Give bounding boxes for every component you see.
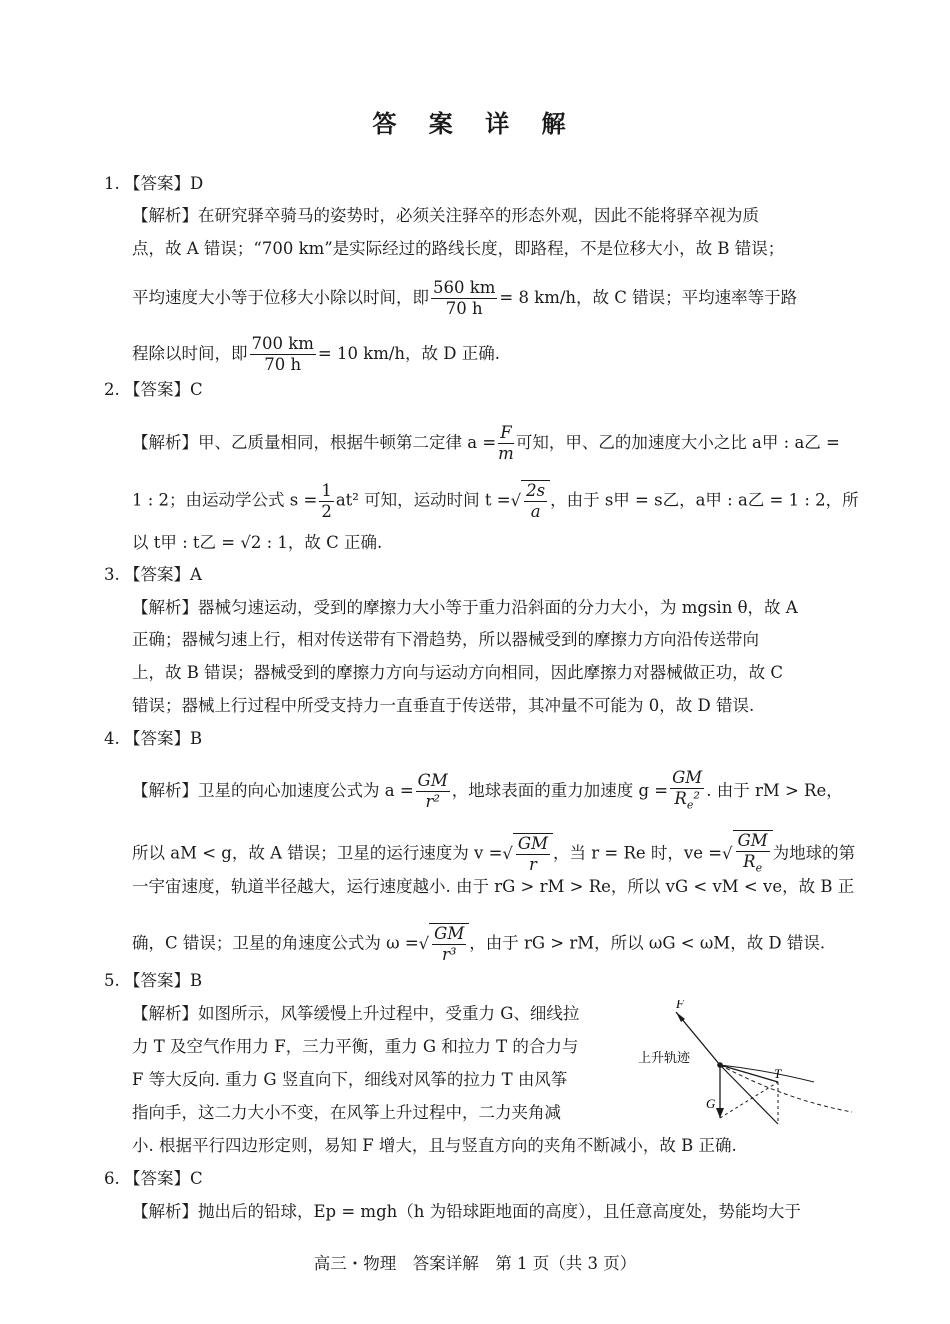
question-1-answer: 【答案】D: [124, 174, 204, 193]
text-segment: . 由于 rM > Re，: [706, 781, 843, 801]
sqrt-2s-over-a: √ $\frac{2s}{a}$: [511, 480, 550, 522]
text-segment: 1 : 2；由运动学公式 s =: [132, 490, 318, 510]
fraction-denominator: 70 h: [445, 299, 483, 318]
text-segment: 【解析】卫星的向心加速度公式为 a =: [132, 781, 414, 801]
question-4-explanation-line: 一宇宙速度，轨道半径越大，运行速度越小. 由于 rG > rM > Re，所以 vG < vM < ve，故 B 正: [132, 877, 855, 896]
question-2-explanation-line: [132, 423, 840, 464]
question-5-explanation-line: F 等大反向. 重力 G 竖直向下，细线对风筝的拉力 T 由风筝: [132, 1070, 568, 1089]
kite-force-diagram: [636, 1000, 856, 1129]
text-segment: ，由于 s甲 = s乙，a甲 : a乙 = 1 : 2，所: [550, 490, 859, 510]
text-segment: = 8 km/h，故 C 错误；平均速率等于路: [499, 288, 798, 307]
question-4-number: 4.: [104, 729, 120, 748]
track-dashed-curve: [720, 1065, 852, 1112]
question-1-explanation-line: [132, 278, 797, 319]
text-segment: at² 可知，运动时间 t =: [335, 490, 511, 510]
text-segment: 为地球的第: [772, 843, 856, 863]
question-5-number: 5.: [104, 971, 120, 990]
question-3-number: 3.: [104, 565, 120, 584]
text-segment: = 10 km/h，故 D 正确.: [317, 344, 500, 363]
text-segment: ，地球表面的重力加速度 g =: [451, 781, 669, 801]
question-3-explanation-line: 错误；器械上行过程中所受支持力一直垂直于传送带，其冲量不可能为 0，故 D 错误.: [132, 696, 755, 715]
question-4-explanation-line: [132, 768, 843, 815]
text-segment: 程除以时间，即: [132, 344, 248, 363]
fraction-F-over-m: $\frac{F}{m}$: [498, 423, 514, 463]
fraction-denominator: 70 h: [264, 355, 302, 374]
text-segment: 平均速度大小等于位移大小除以时间，即: [132, 288, 429, 307]
question-1-explanation-line: [132, 334, 500, 375]
fraction-numerator: 700 km: [251, 334, 314, 353]
question-1-explanation-line: 【解析】在研究驿卒骑马的姿势时，必须关注驿卒的形态外观，因此不能将驿卒视为质: [132, 206, 759, 225]
fraction: [431, 278, 497, 319]
parallelogram-edge: [720, 1082, 778, 1118]
question-5-explanation-line: 小. 根据平行四边形定则，易知 F 增大，且与竖直方向的夹角不断减小，故 B 正确.: [132, 1136, 737, 1155]
question-2-explanation-line: [132, 480, 859, 522]
sqrt-GM-over-Re: √ $\frac{GM}{R_e}$: [722, 830, 773, 878]
label-F: F: [676, 1000, 684, 1011]
label-G: G: [706, 1096, 716, 1111]
question-6-number: 6.: [104, 1169, 120, 1188]
question-3-answer: 【答案】A: [124, 565, 202, 584]
question-3-explanation-line: 上，故 B 错误；器械受到的摩擦力方向与运动方向相同，因此摩擦力对器械做正功，故 C: [132, 663, 783, 682]
question-5-explanation-line: 指向手，这二力大小不变，在风筝上升过程中，二力夹角减: [132, 1103, 561, 1122]
text-segment: ，由于 rG > rM，所以 ωG < ωM，故 D 错误.: [469, 933, 826, 953]
fraction-GM-over-r2: $\frac{GM}{\text{r²}}$: [417, 771, 448, 812]
fraction: [250, 334, 316, 375]
force-G-arrowhead: [716, 1108, 724, 1118]
text-segment: 确，C 错误；卫星的角速度公式为 ω =: [132, 933, 419, 953]
fraction-one-half: $\frac{1}{2}$: [321, 480, 332, 521]
question-3-explanation-line: 正确；器械匀速上行，相对传送带有下滑趋势，所以器械受到的摩擦力方向沿传送带向: [132, 630, 759, 649]
question-5-answer: 【答案】B: [124, 971, 203, 990]
question-6-explanation-line: 【解析】抛出后的铅球，Ep = mgh（h 为铅球距地面的高度），且任意高度处，势能均大于: [132, 1202, 801, 1221]
sqrt-GM-over-r3: √ $\frac{GM}{\text{r³}}$: [419, 923, 470, 965]
fraction-numerator: 560 km: [433, 278, 496, 297]
question-4-explanation-line: [132, 830, 855, 878]
question-4-answer: 【答案】B: [124, 729, 203, 748]
question-1-explanation-line: 点，故 A 错误；“700 km”是实际经过的路线长度，即路程，不是位移大小，故 B 错误；: [132, 239, 785, 258]
question-2-answer: 【答案】C: [124, 380, 203, 399]
text-segment: ，当 r = Re 时，ve =: [553, 843, 723, 863]
question-5-explanation-line: 力 T 及空气作用力 F，三力平衡，重力 G 和拉力 T 的合力与: [132, 1037, 579, 1056]
question-4-explanation-line: [132, 923, 825, 965]
question-2-number: 2.: [104, 380, 120, 399]
label-track: 上升轨迹: [638, 1051, 691, 1066]
kite-point: [717, 1062, 723, 1068]
page-footer: 高三・物理 答案详解 第 1 页（共 3 页）: [313, 1254, 637, 1273]
text-segment: 所以 aM < g，故 A 错误；卫星的运行速度为 v =: [132, 843, 503, 863]
page-title: 答 案 详 解: [372, 109, 578, 138]
text-segment: 可知，甲、乙的加速度大小之比 a甲 : a乙 =: [515, 433, 840, 452]
question-5-explanation-line: 【解析】如图所示，风筝缓慢上升过程中，受重力 G、细线拉: [132, 1004, 580, 1023]
question-3-explanation-line: 【解析】器械匀速运动，受到的摩擦力大小等于重力沿斜面的分力大小，为 mgsin θ，故 A: [132, 598, 798, 617]
question-1-number: 1.: [104, 174, 120, 193]
label-T: T: [774, 1066, 782, 1081]
kite-force-diagram-svg: [636, 1000, 856, 1125]
fraction-GM-over-Re2: $\frac{GM}{R_e^2}$: [672, 768, 703, 812]
sqrt-GM-over-r: √ $\frac{GM}{r}$: [502, 833, 553, 875]
question-2-explanation-line: 以 t甲 : t乙 = √2 : 1，故 C 正确.: [132, 533, 383, 552]
question-6-answer: 【答案】C: [124, 1169, 203, 1188]
text-segment: 【解析】甲、乙质量相同，根据牛顿第二定律 a =: [132, 433, 497, 452]
